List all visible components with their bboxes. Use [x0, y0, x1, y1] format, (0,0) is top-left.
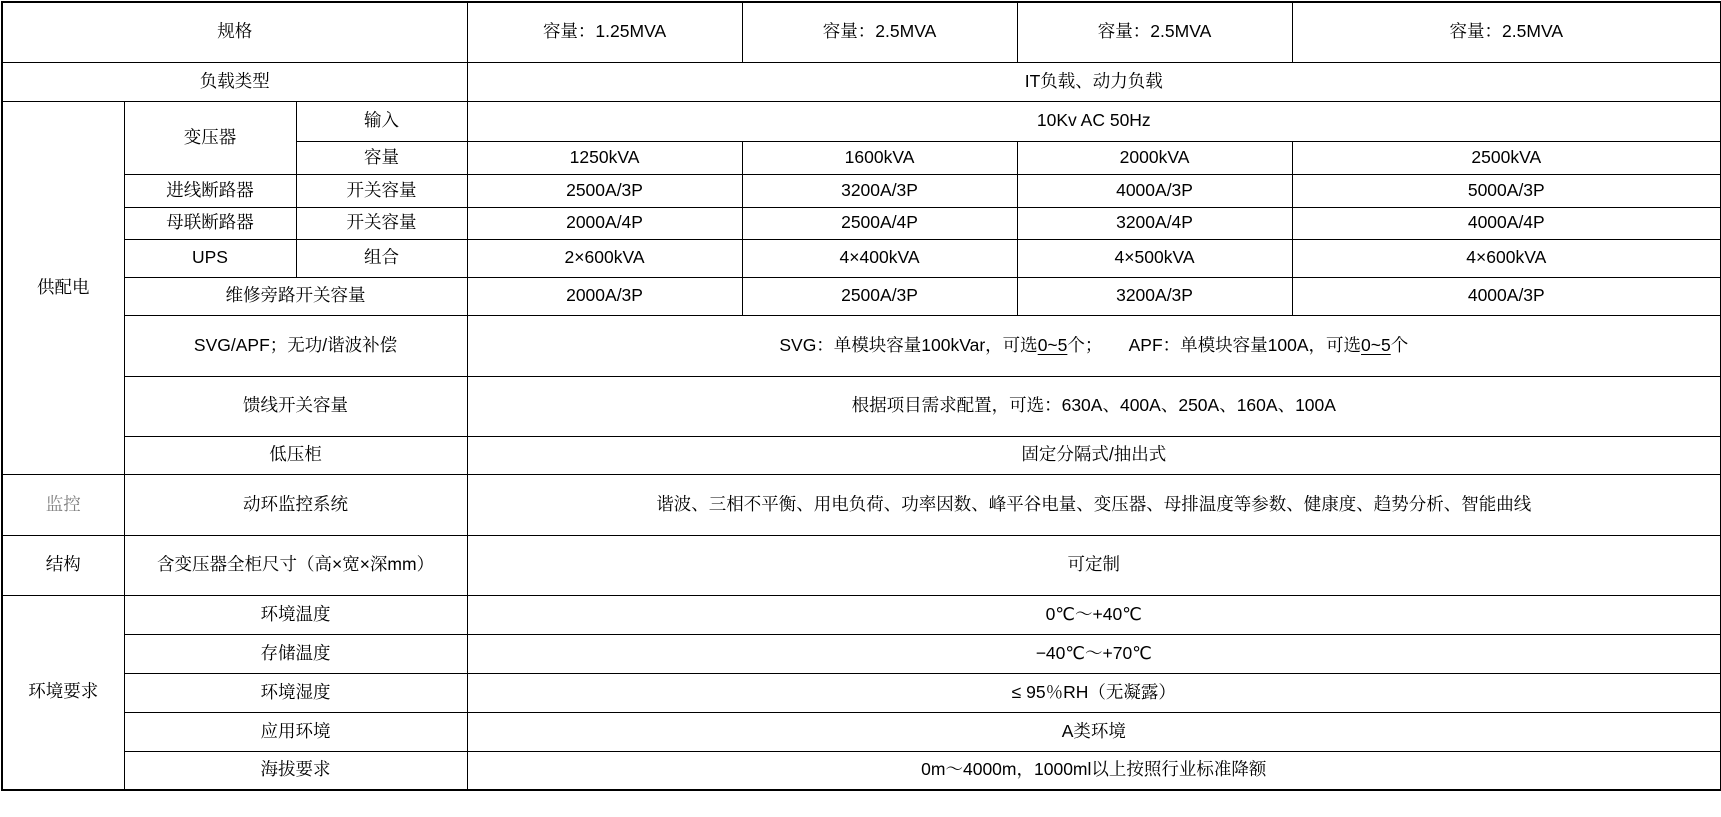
maintenance-bypass-row	[2, 277, 1721, 315]
incoming-breaker-sublabel: 开关容量	[296, 174, 467, 207]
bus-tie-breaker-1: 2000A/4P	[467, 207, 742, 239]
svg-apf-row	[2, 315, 1721, 376]
feeder-row	[2, 376, 1721, 436]
bus-tie-breaker-2: 2500A/4P	[742, 207, 1017, 239]
spec-table	[1, 1, 1721, 791]
incoming-breaker-1: 2500A/3P	[467, 174, 742, 207]
maintenance-bypass-3: 3200A/3P	[1017, 277, 1292, 315]
svg-apf-label: SVG/APF；无功/谐波补偿	[124, 315, 467, 376]
env-application-row	[2, 712, 1721, 751]
svg-apf-value-underline2: 0~5	[1361, 334, 1391, 355]
lv-cabinet-row	[2, 436, 1721, 474]
env-humidity-row	[2, 673, 1721, 712]
capacity-header-4: 容量：2.5MVA	[1292, 2, 1721, 62]
load-type-label: 负载类型	[2, 62, 467, 101]
env-temperature-value: 0℃～+40℃	[467, 595, 1721, 634]
maintenance-bypass-1: 2000A/3P	[467, 277, 742, 315]
env-humidity-label: 环境湿度	[124, 673, 467, 712]
env-storage-temp-row	[2, 634, 1721, 673]
env-humidity-value: ≤ 95％RH（无凝露）	[467, 673, 1721, 712]
structure-row	[2, 535, 1721, 595]
incoming-breaker-label: 进线断路器	[124, 174, 296, 207]
bus-tie-breaker-label: 母联断路器	[124, 207, 296, 239]
env-altitude-row	[2, 751, 1721, 790]
transformer-capacity-1: 1250kVA	[467, 141, 742, 174]
transformer-input-label: 输入	[296, 101, 467, 141]
ups-label: UPS	[124, 239, 296, 277]
incoming-breaker-3: 4000A/3P	[1017, 174, 1292, 207]
incoming-breaker-row	[2, 174, 1721, 207]
bus-tie-breaker-row	[2, 207, 1721, 239]
maintenance-bypass-label: 维修旁路开关容量	[124, 277, 467, 315]
bus-tie-breaker-3: 3200A/4P	[1017, 207, 1292, 239]
transformer-capacity-4: 2500kVA	[1292, 141, 1721, 174]
capacity-header-2: 容量：2.5MVA	[742, 2, 1017, 62]
env-altitude-value: 0m～4000m，1000ml以上按照行业标准降额	[467, 751, 1721, 790]
env-temperature-row	[2, 595, 1721, 634]
lv-cabinet-label: 低压柜	[124, 436, 467, 474]
monitoring-value: 谐波、三相不平衡、用电负荷、功率因数、峰平谷电量、变压器、母排温度等参数、健康度、趋势分析、智能曲线	[467, 474, 1721, 535]
transformer-capacity-3: 2000kVA	[1017, 141, 1292, 174]
svg-apf-value	[467, 315, 1721, 376]
header-row	[2, 2, 1721, 62]
structure-label: 含变压器全柜尺寸（高×宽×深mm）	[124, 535, 467, 595]
transformer-label: 变压器	[124, 101, 296, 174]
maintenance-bypass-4: 4000A/3P	[1292, 277, 1721, 315]
env-application-label: 应用环境	[124, 712, 467, 751]
capacity-header-1: 容量：1.25MVA	[467, 2, 742, 62]
feeder-value: 根据项目需求配置，可选：630A、400A、250A、160A、100A	[467, 376, 1721, 436]
svg-apf-value-underline1: 0~5	[1037, 334, 1068, 355]
env-application-value: A类环境	[467, 712, 1721, 751]
env-altitude-label: 海拔要求	[124, 751, 467, 790]
structure-value: 可定制	[467, 535, 1721, 595]
load-type-row	[2, 62, 1721, 101]
transformer-capacity-label: 容量	[296, 141, 467, 174]
ups-3: 4×500kVA	[1017, 239, 1292, 277]
ups-4: 4×600kVA	[1292, 239, 1721, 277]
monitoring-row	[2, 474, 1721, 535]
capacity-header-3: 容量：2.5MVA	[1017, 2, 1292, 62]
incoming-breaker-2: 3200A/3P	[742, 174, 1017, 207]
lv-cabinet-value: 固定分隔式/抽出式	[467, 436, 1721, 474]
spec-header-cell: 规格	[2, 2, 467, 62]
transformer-input-row	[2, 101, 1721, 141]
category-monitoring: 监控	[2, 474, 124, 535]
svg-apf-value-part1: SVG：单模块容量100kVar，可选	[779, 334, 1038, 355]
load-type-value: IT负载、动力负载	[467, 62, 1721, 101]
category-power: 供配电	[2, 101, 124, 474]
category-environment: 环境要求	[2, 595, 124, 790]
maintenance-bypass-2: 2500A/3P	[742, 277, 1017, 315]
env-storage-temp-value: −40℃～+70℃	[467, 634, 1721, 673]
env-storage-temp-label: 存储温度	[124, 634, 467, 673]
transformer-capacity-2: 1600kVA	[742, 141, 1017, 174]
incoming-breaker-4: 5000A/3P	[1292, 174, 1721, 207]
ups-sublabel: 组合	[296, 239, 467, 277]
ups-2: 4×400kVA	[742, 239, 1017, 277]
svg-apf-value-part2: 个； APF：单模块容量100A，可选	[1067, 334, 1362, 355]
bus-tie-breaker-4: 4000A/4P	[1292, 207, 1721, 239]
ups-1: 2×600kVA	[467, 239, 742, 277]
bus-tie-breaker-sublabel: 开关容量	[296, 207, 467, 239]
svg-apf-value-part3: 个	[1390, 334, 1409, 355]
category-structure: 结构	[2, 535, 124, 595]
ups-row	[2, 239, 1721, 277]
feeder-label: 馈线开关容量	[124, 376, 467, 436]
transformer-input-value: 10Kv AC 50Hz	[467, 101, 1721, 141]
env-temperature-label: 环境温度	[124, 595, 467, 634]
monitoring-label: 动环监控系统	[124, 474, 467, 535]
